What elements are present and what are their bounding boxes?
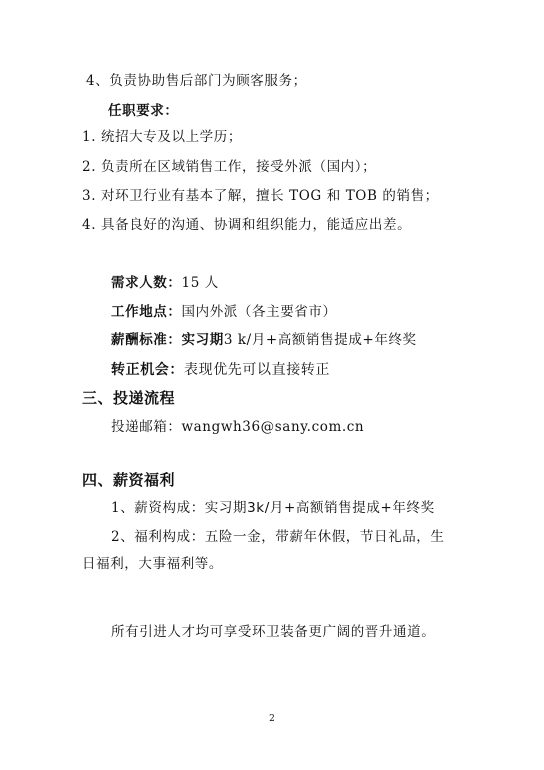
page-number: 2 xyxy=(269,714,275,724)
salary-composition-intern: 实习期3k/月 xyxy=(204,500,284,516)
section4-title: 四、薪资福利 xyxy=(82,471,176,489)
salary-intern: 实习期 xyxy=(181,332,224,348)
salary-label: 薪酬标准： xyxy=(111,332,182,348)
conversion-value: 表现优先可以直接转正 xyxy=(184,362,330,378)
location-value: 国内外派（各主要省市） xyxy=(181,304,337,320)
salary-composition-rest: +高额销售提成+年终奖 xyxy=(283,500,435,516)
requirement-item-1: 1. 统招大专及以上学历； xyxy=(82,129,242,145)
requirement-item-3: 3. 对环卫行业有基本了解，擅长 TOG 和 TOB 的销售； xyxy=(82,188,439,204)
benefits-line-1: 2、福利构成：五险一金，带薪年休假，节日礼品，生 xyxy=(111,529,445,545)
location-line xyxy=(111,302,337,322)
conversion-line xyxy=(111,360,330,380)
salary-composition-line xyxy=(111,498,435,518)
headcount-value: 15 人 xyxy=(181,275,219,291)
requirements-heading: 任职要求： xyxy=(108,103,179,119)
headcount-line xyxy=(111,273,219,293)
headcount-label: 需求人数： xyxy=(111,275,182,291)
salary-value: 3 k/月+高额销售提成+年终奖 xyxy=(223,332,417,348)
section3-title: 三、投递流程 xyxy=(82,389,176,407)
salary-composition-prefix: 1、薪资构成： xyxy=(111,500,205,516)
closing-statement: 所有引进人才均可享受环卫装备更广阔的晋升通道。 xyxy=(111,624,436,640)
salary-line xyxy=(111,330,417,350)
benefits-line-2: 日福利，大事福利等。 xyxy=(82,556,223,572)
location-label: 工作地点： xyxy=(111,304,182,320)
requirement-item-2: 2. 负责所在区域销售工作，接受外派（国内）； xyxy=(82,159,377,175)
requirement-item-4: 4. 具备良好的沟通、协调和组织能力，能适应出差。 xyxy=(82,217,412,233)
email-line: 投递邮箱：wangwh36@sany.com.cn xyxy=(111,419,365,435)
conversion-label: 转正机会： xyxy=(111,362,184,378)
duty-item-4: 4、负责协助售后部门为顾客服务； xyxy=(86,73,307,89)
